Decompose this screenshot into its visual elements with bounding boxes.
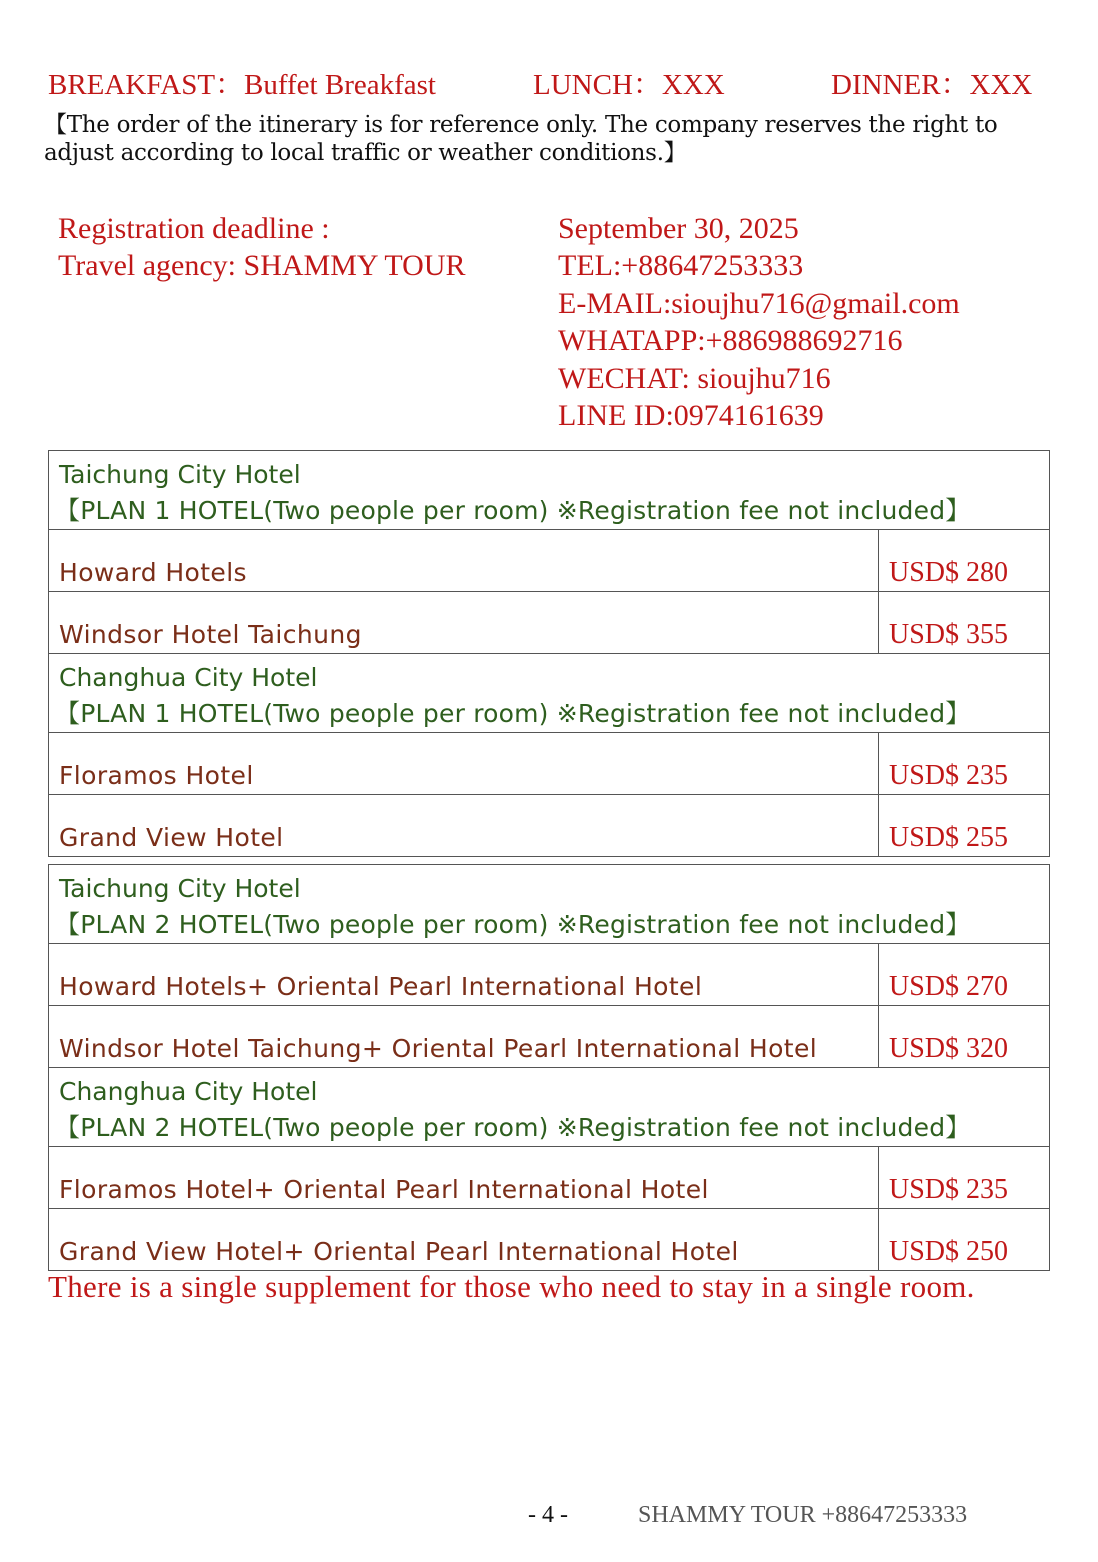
deadline-label: Registration deadline : xyxy=(58,212,330,245)
tel-value: TEL:+88647253333 xyxy=(558,249,804,283)
section-header xyxy=(49,865,1050,944)
hotel-name: Howard Hotels+ Oriental Pearl International Hotel xyxy=(49,944,879,1006)
hotel-price: USD$ 235 xyxy=(879,733,1050,795)
whatsapp-value: WHATAPP:+886988692716 xyxy=(558,324,903,358)
hotel-name: Floramos Hotel xyxy=(49,733,879,795)
hotel-name: Windsor Hotel Taichung+ Oriental Pearl International Hotel xyxy=(49,1006,879,1068)
table-row xyxy=(49,944,1050,1006)
hotel-price: USD$ 255 xyxy=(879,795,1050,857)
single-supplement-note: There is a single supplement for those who need to stay in a single room. xyxy=(48,1269,975,1304)
wechat-value: WECHAT: sioujhu716 xyxy=(558,361,831,395)
hotel-name: Howard Hotels xyxy=(49,530,879,592)
dinner-label: DINNER：XXX xyxy=(831,69,1033,101)
table-row xyxy=(49,592,1050,654)
hotel-price: USD$ 355 xyxy=(879,592,1050,654)
hotel-name: Grand View Hotel+ Oriental Pearl International Hotel xyxy=(49,1209,879,1271)
section-header xyxy=(49,451,1050,530)
email-value: E-MAIL:sioujhu716@gmail.com xyxy=(558,286,960,320)
section-header-row xyxy=(49,451,1050,530)
deadline-value: September 30, 2025 xyxy=(558,212,799,245)
city-heading: Taichung City Hotel xyxy=(59,874,301,903)
hotel-name: Floramos Hotel+ Oriental Pearl International Hotel xyxy=(49,1147,879,1209)
plan1-hotel-table xyxy=(48,450,1050,857)
section-header-row xyxy=(49,654,1050,733)
city-heading: Changhua City Hotel xyxy=(59,1077,318,1106)
plan-heading: 【PLAN 2 HOTEL(Two people per room) ※Registration fee not included】 xyxy=(55,1113,971,1142)
hotel-name: Windsor Hotel Taichung xyxy=(49,592,879,654)
table-row xyxy=(49,733,1050,795)
breakfast-label: BREAKFAST：Buffet Breakfast xyxy=(48,69,436,101)
page-number: - 4 - xyxy=(528,1502,568,1528)
section-header xyxy=(49,654,1050,733)
registration-values xyxy=(558,210,960,434)
plan2-hotel-table xyxy=(48,864,1050,1271)
footer-agency: SHAMMY TOUR +88647253333 xyxy=(638,1502,968,1528)
city-heading: Changhua City Hotel xyxy=(59,663,318,692)
meals-line xyxy=(48,62,1058,100)
table-row xyxy=(49,1147,1050,1209)
table-row xyxy=(49,1006,1050,1068)
hotel-price: USD$ 280 xyxy=(879,530,1050,592)
plan-heading: 【PLAN 2 HOTEL(Two people per room) ※Registration fee not included】 xyxy=(55,910,971,939)
hotel-price: USD$ 320 xyxy=(879,1006,1050,1068)
plan-heading: 【PLAN 1 HOTEL(Two people per room) ※Registration fee not included】 xyxy=(55,699,971,728)
line-id-value: LINE ID:0974161639 xyxy=(558,398,824,432)
table-row xyxy=(49,530,1050,592)
itinerary-note: 【The order of the itinerary is for reference only. The company reserves the right to adjust according to local traffic or weather conditions.】 xyxy=(44,112,998,166)
section-header-row xyxy=(49,865,1050,944)
section-header-row xyxy=(49,1068,1050,1147)
lunch-label: LUNCH：XXX xyxy=(533,69,725,101)
registration-labels xyxy=(58,210,466,285)
page-footer xyxy=(0,1502,1098,1536)
plan-heading: 【PLAN 1 HOTEL(Two people per room) ※Registration fee not included】 xyxy=(55,496,971,525)
section-header xyxy=(49,1068,1050,1147)
table-row xyxy=(49,1209,1050,1271)
city-heading: Taichung City Hotel xyxy=(59,460,301,489)
agency-label: Travel agency: SHAMMY TOUR xyxy=(58,249,466,283)
hotel-name: Grand View Hotel xyxy=(49,795,879,857)
hotel-price: USD$ 270 xyxy=(879,944,1050,1006)
hotel-price: USD$ 235 xyxy=(879,1147,1050,1209)
table-row xyxy=(49,795,1050,857)
hotel-price: USD$ 250 xyxy=(879,1209,1050,1271)
